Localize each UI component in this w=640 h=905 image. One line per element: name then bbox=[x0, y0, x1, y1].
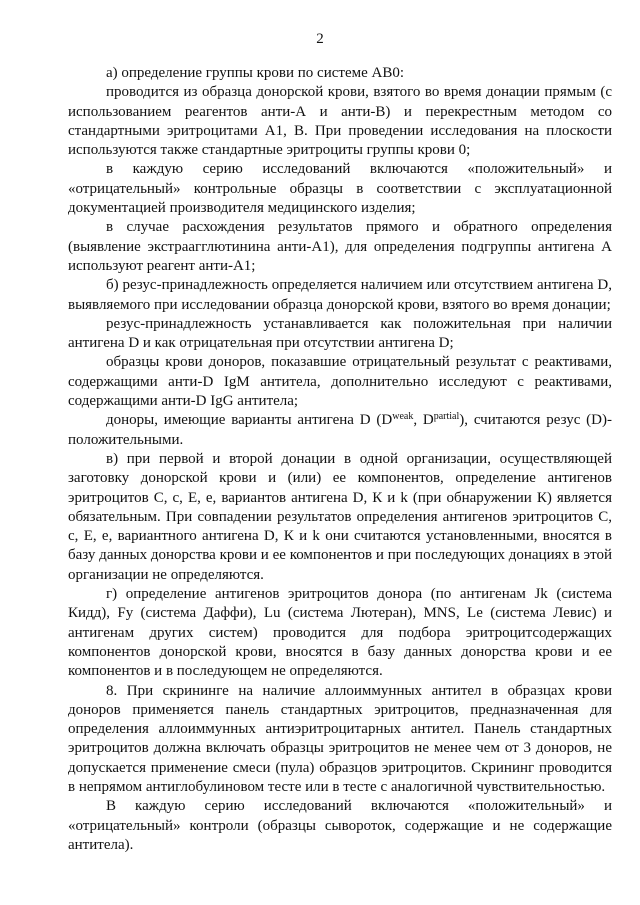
paragraph-abo-heading: а) определение группы крови по системе АВ0: bbox=[106, 65, 405, 81]
paragraph-abo-discrepancy: в случае расхождения результатов прямого и обратного определения (выявление экстраагглютинина анти-А1), для определения подгруппы антигена А используют реагент анти-А1; bbox=[68, 219, 612, 274]
paragraph-abo-controls: в каждую серию исследований включаются «положительный» и «отрицательный» контрольные образцы в соответствии с эксплуатационной документацией производителя медицинского изделия; bbox=[68, 161, 612, 217]
page-number: 2 bbox=[316, 31, 324, 47]
variants-text-end: ), считаются резус (D)-положительными. bbox=[68, 412, 612, 448]
paragraph-rh-heading: б) резус-принадлежность определяется наличием или отсутствием антигена D, выявляемого при исследовании образца донорской крови, взятого во время донации; bbox=[68, 277, 612, 313]
paragraph-screening-controls: В каждую серию исследований включаются «положительный» и «отрицательный» контроли (образцы сывороток, содержащие и не содержащие антитела). bbox=[68, 798, 612, 853]
paragraph-abo-method: проводится из образца донорской крови, взятого во время донации прямым (с использованием реагентов анти-А и анти-В) и перекрестным методом со стандартными эритроцитами А1, В. При проведении исследования на плоскости используются также стандартные эритроциты группы крови 0; bbox=[68, 84, 612, 159]
paragraph-antigens-other-systems: г) определение антигенов эритроцитов донора (по антигенам Jk (система Кидд), Fy (система Даффи), Lu (система Лютеран), MNS, Le (система Левис) и антигенам других систем) проводится для подбора эритроцитсодержащих компонентов донорской крови, вносятся в базу данных донорства крови и ее компонентов и в последующем не определяются. bbox=[68, 586, 612, 680]
superscript-weak: weak bbox=[392, 411, 414, 423]
variants-text-start: доноры, имеющие варианты антигена D (D bbox=[106, 412, 393, 429]
paragraph-rh-variants bbox=[68, 411, 612, 450]
paragraph-antigens-first-donation: в) при первой и второй донации в одной организации, осуществляющей заготовку донорской крови и (или) ее компонентов, определение антигенов эритроцитов С, с, Е, е, вариантов антигена D, К и k (при обнаружении К) является обязательным. При совпадении результатов определения антигенов эритроцитов С, с, Е, е, вариантного антигена D, К и k они считаются установленными, вносятся в базу данных донорства крови и ее компонентов и при последующих донациях в этой организации не определяются. bbox=[68, 450, 612, 583]
superscript-partial: partial bbox=[433, 411, 460, 423]
variants-text-middle: , D bbox=[413, 412, 434, 429]
paragraph-rh-result: резус-принадлежность устанавливается как положительная при наличии антигена D и как отрицательная при отсутствии антигена D; bbox=[68, 315, 612, 352]
paragraph-rh-igg: образцы крови доноров, показавшие отрицательный результат с реактивами, содержащими анти-D IgM антитела, дополнительно исследуют с реактивами, содержащими анти-D IgG антитела; bbox=[68, 354, 612, 410]
document-body bbox=[68, 64, 612, 855]
paragraph-screening: 8. При скрининге на наличие аллоиммунных антител в образцах крови доноров применяется панель стандартных эритроцитов, предназначенная для определения аллоиммунных антиэритроцитарных антител. Панель стандартных эритроцитов должна включать образцы эритроцитов не менее чем от 3 доноров, не допускается применение смеси (пула) образцов эритроцитов. Скрининг проводится в непрямом антиглобулиновом тесте или в тесте с аналогичной чувствительностью. bbox=[68, 682, 612, 795]
